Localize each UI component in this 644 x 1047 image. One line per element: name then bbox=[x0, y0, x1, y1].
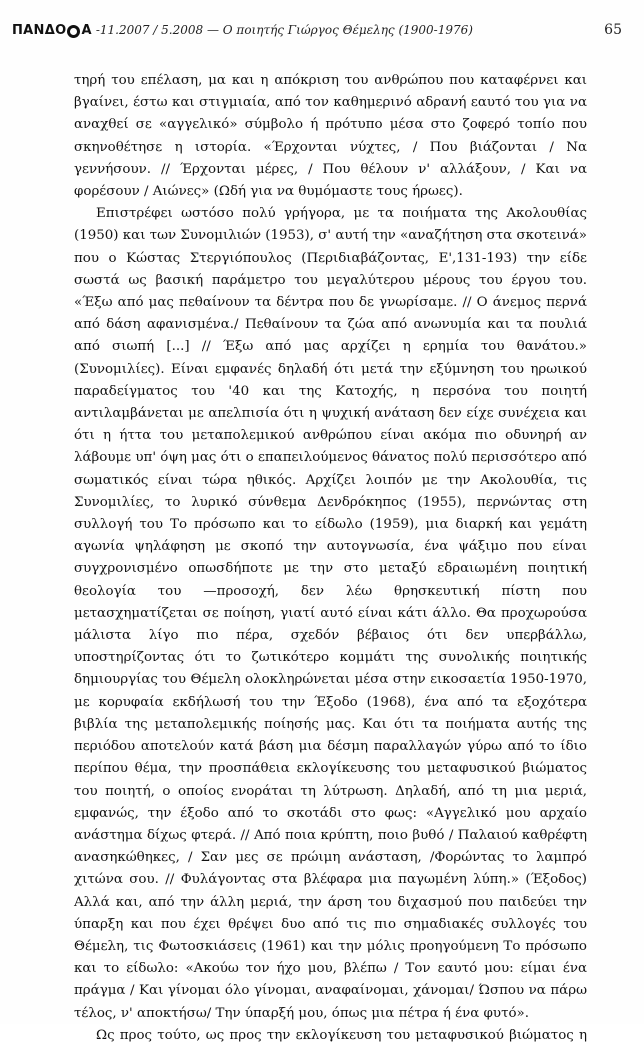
paragraph-3: Ως προς τούτο, ως προς την εκλογίκευση του μεταφυσικού βιώματος η bbox=[96, 1027, 587, 1043]
page-number: 65 bbox=[604, 22, 622, 38]
logo-emblem-icon bbox=[67, 25, 80, 38]
paragraph-2: Επιστρέφει ωστόσο πολύ γρήγορα, με τα ποιήματα της Ακολουθίας (1950) και των Συνομιλιών (1953), σ' αυτή την «αναζήτηση στα σκοτεινά» που ο Κώστας Στεργιόπουλος (Περιδιαβάζοντας, Ε',131-193) την είδε σωστά ως βασική παράμετρο του μεγαλύτερου μέρους του έργου του. «Έξω από μας πεθαίνουν τα δέντρα που δε γνωρίσαμε. // Ο άνεμος περνά από δάση αφανισμένα./ Πεθαίνουν τα ζώα από ανωνυμία και τα πουλιά από σιωπή [...] // Έξω από μας αρχίζει η ερημία του θανάτου.» (Συνομιλίες). Είναι εμφανές δηλαδή ότι μετά την εξύμνηση του ηρωικού παραδείγματος του '40 και της Κατοχής, η περσόνα του ποιητή αντιλαμβάνεται με απελπισία ότι η ψυχική ανάταση δεν είχε συνέχεια και ότι η ήττα του μεταπολεμικού ανθρώπου είναι ακόμα πιο οδυνηρή αν λάβουμε υπ' όψη μας ότι ο επαπειλούμενος θάνατος πολύ περισσότερο από σωματικός είναι τώρα ηθικός. Αρχίζει λοιπόν με την Ακολουθία, τις Συνομιλίες, το λυρικό σύνθεμα Δενδρόκηπος (1955), περνώντας στη συλλογή του Το πρόσωπο και το είδωλο (1959), μια διαρκή και γεμάτη αγωνία ψηλάφηση με σκοπό την αυτογνωσία, ένα ψάξιμο που είναι συγχρονισμένο οπωσδήποτε με την στο μεταξύ εδραιωμένη ποιητική θεολογία του —προσοχή, δεν λέω θρησκευτική πίστη που μετασχηματίζεται σε ποίηση, γιατί αυτό είναι κάτι άλλο. Θα προχωρούσα μάλιστα λίγο πιο πέρα, σχεδόν βέβαιος ότι δεν υπερβάλλω, υποστηρίζοντας ότι το ζωτικότερο κομμάτι της συνολικής ποιητικής δημιουργίας του Θέμελη ολοκληρώνεται μέσα στην εικοσαετία 1950-1970, με κορυφαία εκδήλωσή του την Έξοδο (1968), ένα από τα εξοχότερα βιβλία της μεταπολεμικής ποίησής μας. Και ότι τα ποιήματα αυτής της περιόδου αποτελούν κατά βάση μια δέσμη παραλλαγών γύρω από το ίδιο περίπου θέμα, την προσπάθεια εκλογίκευσης του μεταφυσικού βιώματος του ποιητή, ο οποίος ενοράται τη λύτρωση. Δηλαδή, από τη μια μεριά, εμφανώς, την έξοδο από το σκοτάδι στο φως: «Αγγελικό μου αρχαίο ανάστημα δίχως φτερά. // Από ποια κρύπτη, ποιο βυθό / Παλαιού καθρέφτη ανασηκώθηκες, / Σαν μες σε πρώιμη ανάσταση, /Φορώντας το λαμπρό χιτώνα σου. // Φυλάγοντας στα βλέφαρα μια παγωμένη λύπη.» (Έξοδος) Αλλά και, από την άλλη μεριά, την άρση του διχασμού που παιδεύει την ύπαρξη και που έχει θρέψει δυο από τις πιο σημαδιακές συλλογές του Θέμελη, τις Φωτοσκιάσεις (1961) και την μόλις προηγούμενη Το πρόσωπο και το είδωλο: «Ακούω τον ήχο μου, βλέπω / Τον εαυτό μου: είμαι ένα πράγμα / Και γίνομαι όλο γίνομαι, αναφαίνομαι, χάνομαι/ Ώσπου να πάρω τέλος, ν' αποκτήσω/ Την ύπαρξή μου, όπως μια πέτρα ή ένα φυτό». bbox=[74, 206, 587, 1021]
body-text bbox=[74, 70, 587, 1047]
journal-logo bbox=[12, 23, 92, 38]
logo-text-tail: Α bbox=[81, 23, 92, 38]
running-head: -11.2007 / 5.2008 — Ο ποιητής Γιώργος Θέμελης (1900-1976) bbox=[95, 23, 473, 37]
page-header bbox=[12, 22, 622, 46]
paragraph-1: τηρή του επέλαση, μα και η απόκριση του ανθρώπου που καταφέρνει και βγαίνει, έστω και στιγμιαία, από τον καθημερινό αδρανή εαυτό του για να αναχθεί σε «αγγελικό» σύμβολο ή πρότυπο μέσα στο ζοφερό τοπίο που σκηνοθέτησε η ιστορία. «Έρχονται νύχτες, / Που βιάζονται / Να γεννήσουν. // Έρχονται μέρες, / Που θέλουν ν' αλλάξουν, / Και να φορέσουν / Αιώνες» (Ωδή για να θυμόμαστε τους ήρωες). bbox=[74, 73, 587, 200]
logo-text: ΠΑΝΔΟ bbox=[12, 23, 67, 38]
